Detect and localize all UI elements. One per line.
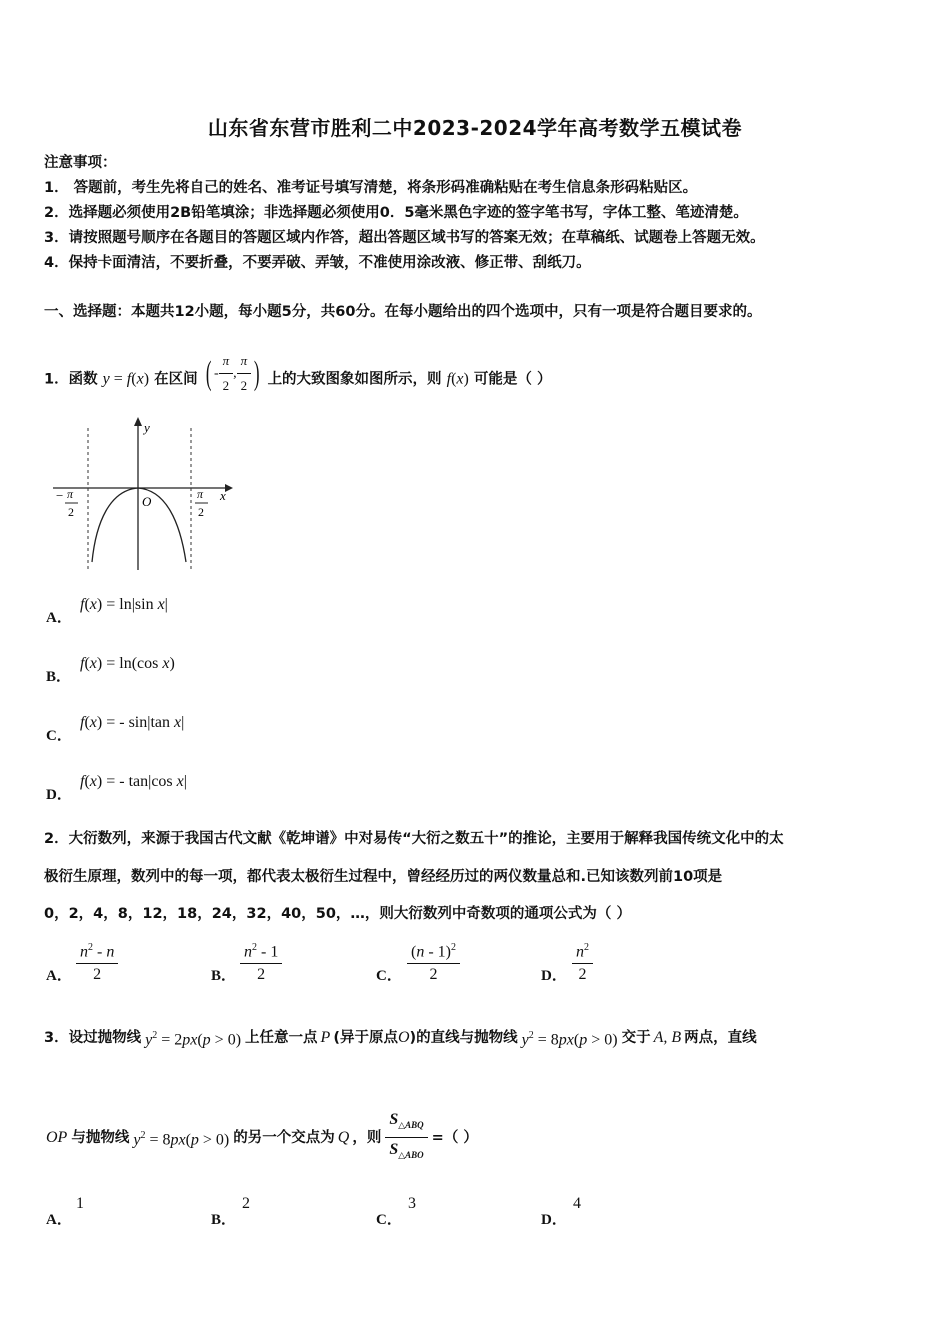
q1-suffix: 上的大致图象如图所示，则 — [267, 371, 442, 388]
option-label: D． — [541, 1212, 567, 1228]
q3-option-b[interactable] — [211, 1208, 236, 1229]
q3-t8: ，则 — [352, 1129, 382, 1146]
q3-t5: 两点，直线 — [684, 1030, 757, 1047]
question-1-stem — [44, 351, 551, 396]
q3-origin-o: O — [397, 1029, 410, 1047]
svg-text:−: − — [56, 488, 64, 503]
q2-option-b-frac: $\frac{n^2 - 1}{2}$ — [240, 942, 282, 984]
notice-item-4: 4．保持卡面清洁，不要折叠，不要弄破、弄皱，不准使用涂改液、修正带、刮纸刀。 — [44, 255, 591, 271]
function-curve — [92, 488, 186, 562]
q1-option-b[interactable] — [46, 665, 71, 686]
option-label: B． — [46, 669, 72, 685]
q3-option-b-value: 2 — [242, 1195, 250, 1212]
question-2-line-3: 0，2，4，8，12，18，24，32，40，50，…，则大衍数列中奇数项的通项公式为（ ） — [44, 906, 631, 922]
svg-text:π: π — [197, 487, 204, 501]
q2-option-c[interactable] — [376, 964, 402, 985]
q1-interval: ( - $\frac{\pi}{2}$ , $\frac{\pi}{2}$ ) — [205, 353, 260, 393]
option-label: A． — [46, 610, 72, 626]
question-2-line-2: 极衍生原理，数列中的每一项，都代表太极衍生过程中，曾经经历过的两仪数量总和.已知该数列前10项是 — [44, 869, 723, 885]
q2-option-a-frac: $\frac{n^2 - n}{2}$ — [76, 942, 118, 984]
q1-fx: f(x) — [446, 370, 469, 388]
option-label: D． — [46, 787, 72, 803]
question-2-line-1: 2．大衍数列，来源于我国古代文献《乾坤谱》中对易传“大衍之数五十”的推论，主要用于解释我国传统文化中的太 — [44, 831, 784, 847]
q1-option-d-text: f(x) = - tan|cos x| — [80, 773, 187, 790]
q1-end: 可能是（ ） — [473, 371, 552, 388]
option-label: B． — [211, 968, 237, 984]
origin-label: O — [142, 494, 152, 509]
notice-heading: 注意事项： — [44, 155, 117, 171]
q3-t3: )的直线与抛物线 — [409, 1030, 518, 1047]
right-tick-label — [195, 487, 208, 519]
y-label: y — [144, 420, 150, 435]
q3-t7: 的另一个交点为 — [233, 1129, 335, 1146]
section-heading: 一、选择题：本题共12小题，每小题5分，共60分。在每小题给出的四个选项中，只有一项是符合题目要求的。 — [44, 304, 762, 320]
q1-func: y = f(x) — [102, 370, 150, 388]
option-label: C． — [376, 968, 402, 984]
q1-option-c-text: f(x) = - sin|tan x| — [80, 714, 185, 731]
q3-option-c[interactable] — [376, 1208, 402, 1229]
q1-option-c[interactable] — [46, 724, 72, 745]
notice-item-3: 3．请按照题号顺序在各题目的答题区域内作答，超出答题区域书写的答案无效；在草稿纸、试题卷上答题无效。 — [44, 230, 765, 246]
svg-text:2: 2 — [68, 505, 74, 519]
notice-item-1: 1． 答题前，考生先将自己的姓名、准考证号填写清楚，将条形码准确粘贴在考生信息条形码粘贴区。 — [44, 180, 698, 196]
q2-option-a[interactable] — [46, 964, 72, 985]
option-label: A． — [46, 968, 72, 984]
q3-t4: 交于 — [621, 1030, 651, 1047]
q3-t1: 上任意一点 — [245, 1030, 318, 1047]
q3-option-d-value: 4 — [573, 1195, 581, 1212]
q3-t6: 与抛物线 — [71, 1129, 130, 1146]
q3-option-a-value: 1 — [76, 1195, 84, 1212]
q2-option-b[interactable] — [211, 964, 236, 985]
q1-option-b-text: f(x) = ln(cos x) — [80, 655, 175, 672]
q1-graph — [50, 412, 240, 572]
q3-t2: (异于原点 — [333, 1030, 398, 1047]
left-tick-label — [56, 487, 78, 519]
q1-option-a[interactable] — [46, 606, 72, 627]
q3-eq2: $y^2 = 8px(p > 0)$ — [521, 1030, 618, 1049]
q3-ratio: $\frac{S_{\triangle ABQ}}{S_{\triangle ABO}}$ — [385, 1110, 427, 1165]
q3-t9: =（ ） — [431, 1129, 478, 1146]
q1-option-d[interactable] — [46, 783, 72, 804]
y-axis-arrow-icon — [134, 417, 142, 426]
q1-option-a-text: f(x) = ln|sin x| — [80, 596, 168, 613]
option-label: A． — [46, 1212, 72, 1228]
q2-option-d[interactable] — [541, 964, 567, 985]
option-label: C． — [46, 728, 72, 744]
q1-mid: 在区间 — [154, 371, 198, 388]
x-label: x — [220, 488, 226, 503]
q2-option-d-frac: $\frac{n^2}{2}$ — [572, 942, 593, 984]
option-label: C． — [376, 1212, 402, 1228]
svg-text:2: 2 — [198, 505, 204, 519]
x-axis-arrow-icon — [225, 484, 233, 492]
q3-line-op: OP — [46, 1128, 68, 1146]
q3-prefix: 3．设过抛物线 — [44, 1030, 142, 1047]
q2-option-c-frac: $\frac{(n - 1)^2}{2}$ — [407, 942, 460, 984]
q3-option-c-value: 3 — [408, 1195, 416, 1212]
q3-option-a[interactable] — [46, 1208, 72, 1229]
question-3-line-1 — [44, 1026, 757, 1050]
q3-points-ab: A, B — [653, 1029, 682, 1047]
q3-point-q: Q — [337, 1128, 350, 1146]
q1-prefix: 1．函数 — [44, 371, 98, 388]
question-3-line-2 — [46, 1110, 478, 1165]
q3-eq1: $y^2 = 2px(p > 0)$ — [145, 1030, 242, 1049]
page-title: 山东省东营市胜利二中2023-2024学年高考数学五模试卷 — [207, 116, 743, 140]
q3-eq3: $y^2 = 8px(p > 0)$ — [133, 1129, 230, 1148]
notice-item-2: 2．选择题必须使用2B铅笔填涂；非选择题必须使用0．5毫米黑色字迹的签字笔书写，字体工整、笔迹清楚。 — [44, 205, 748, 221]
option-label: D． — [541, 968, 567, 984]
option-label: B． — [211, 1212, 237, 1228]
svg-text:π: π — [67, 487, 74, 501]
q3-point-p: P — [320, 1029, 331, 1047]
q3-option-d[interactable] — [541, 1208, 567, 1229]
